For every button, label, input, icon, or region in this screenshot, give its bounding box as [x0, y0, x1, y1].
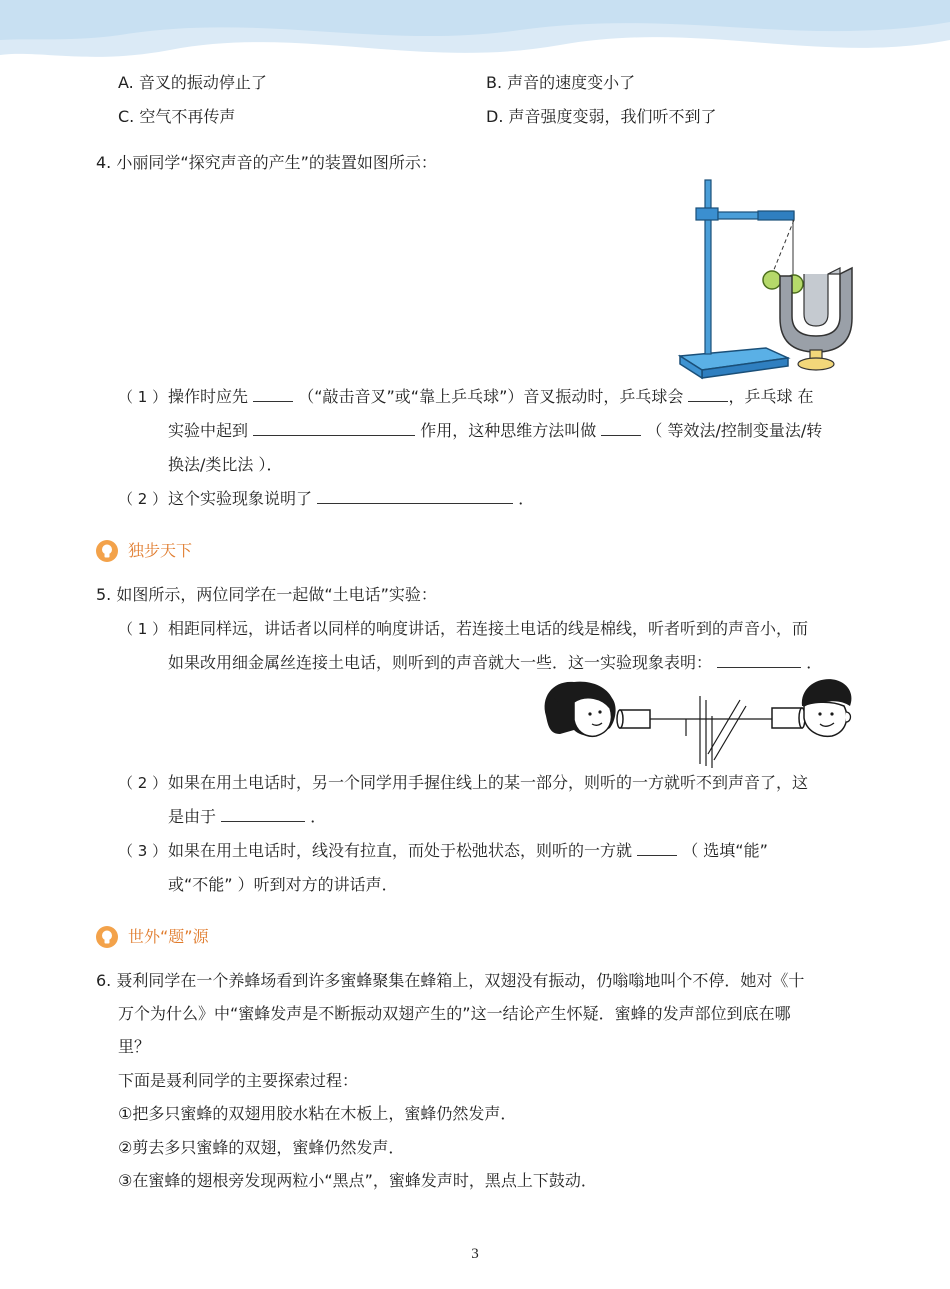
answer-blank[interactable]	[601, 421, 641, 436]
section-title-dubutianxia: 独步天下	[128, 541, 193, 560]
string-telephone-figure	[540, 676, 856, 770]
question-6-line4: 下面是聂利同学的主要探索过程：	[118, 1071, 359, 1090]
q5-part3-line1	[168, 840, 768, 862]
q4-part1-line2	[168, 420, 822, 442]
q5-part3-choice: （ 选填“能”	[682, 841, 768, 860]
q4-text-b: （“敲击音叉”或“靠上乒乓球”）音叉振动时，乒乓球会	[298, 387, 684, 406]
option-c: C. 空气不再传声	[118, 107, 236, 126]
q5-part1-text: 如果改用细金属丝连接土电话，则听到的声音就大一些．这一实验现象表明：	[168, 653, 713, 672]
q5-part3-line2: 或“不能” ）听到对方的讲话声．	[168, 875, 398, 894]
answer-blank[interactable]	[688, 387, 728, 402]
question-6-step2: ②剪去多只蜜蜂的双翅，蜜蜂仍然发声．	[118, 1138, 405, 1157]
q4-text-a: 操作时应先	[168, 387, 249, 406]
q4-text-e: 作用，这种思维方法叫做	[420, 421, 597, 440]
q5-part2-line1: 如果在用土电话时，另一个同学用手握住线上的某一部分，则听的一方就听不到声音了，这	[168, 773, 809, 792]
question-4-stem: 4. 小丽同学“探究声音的产生”的装置如图所示：	[96, 153, 437, 172]
q4-part2-text: 这个实验现象说明了	[168, 489, 313, 508]
question-6-step1: ①把多只蜜蜂的双翅用胶水粘在木板上，蜜蜂仍然发声．	[118, 1104, 517, 1123]
question-6-line3: 里？	[118, 1037, 151, 1056]
q5-part1-number: （ 1 ）	[118, 620, 168, 638]
section-title-shiwaitiyuan: 世外“题”源	[128, 927, 209, 946]
answer-blank[interactable]	[717, 653, 801, 668]
question-6-line1: 6. 聂利同学在一个养蜂场看到许多蜜蜂聚集在蜂箱上，双翅没有振动，仍嗡嗡地叫个不停．她对《十	[96, 971, 805, 990]
option-a: A. 音叉的振动停止了	[118, 73, 267, 92]
option-b: B. 声音的速度变小了	[486, 73, 636, 92]
q4-part1-line3: 换法/类比法 ）．	[168, 455, 283, 474]
question-6-step3: ③在蜜蜂的翅根旁发现两粒小“黑点”，蜜蜂发声时，黑点上下鼓动．	[118, 1171, 597, 1190]
q5-part1-line2	[168, 652, 822, 674]
answer-blank[interactable]	[221, 807, 305, 822]
q4-part1-number: （ 1 ）	[118, 388, 168, 406]
q4-part2-number: （ 2 ）	[118, 490, 168, 508]
q5-part1-line1: 相距同样远，讲话者以同样的响度讲话，若连接土电话的线是棉线，听者听到的声音小，而	[168, 619, 809, 638]
answer-blank[interactable]	[253, 421, 415, 436]
question-6-line2: 万个为什么》中“蜜蜂发声是不断振动双翅产生的”这一结论产生怀疑．蜜蜂的发声部位到底在哪	[118, 1004, 791, 1023]
q5-part1-end: ．	[806, 653, 823, 672]
q4-part1-line1	[168, 386, 814, 408]
question-5-stem: 5. 如图所示，两位同学在一起做“土电话”实验：	[96, 585, 437, 604]
answer-blank[interactable]	[637, 841, 677, 856]
q4-part2-line	[168, 488, 534, 510]
q5-part2-number: （ 2 ）	[118, 774, 168, 792]
q5-part3-number: （ 3 ）	[118, 842, 168, 860]
q5-part2-line2	[168, 806, 326, 828]
answer-blank[interactable]	[253, 387, 293, 402]
page-number: 3	[471, 1246, 479, 1262]
q5-part2-text: 是由于	[168, 807, 217, 826]
option-d: D. 声音强度变弱，我们听不到了	[486, 107, 717, 126]
tuning-fork-apparatus-figure	[676, 176, 860, 382]
q4-text-d: 实验中起到	[168, 421, 249, 440]
answer-blank[interactable]	[317, 489, 513, 504]
header-wave-band	[0, 0, 950, 70]
q4-part2-end: ．	[518, 489, 535, 508]
q5-part2-end: ．	[310, 807, 327, 826]
q5-part3-text: 如果在用土电话时，线没有拉直，而处于松弛状态，则听的一方就	[168, 841, 633, 860]
q4-text-f: （ 等效法/控制变量法/转	[646, 421, 823, 440]
lightbulb-icon	[96, 540, 118, 562]
lightbulb-icon	[96, 926, 118, 948]
q4-text-c: ，乒乓球 在	[728, 387, 814, 406]
